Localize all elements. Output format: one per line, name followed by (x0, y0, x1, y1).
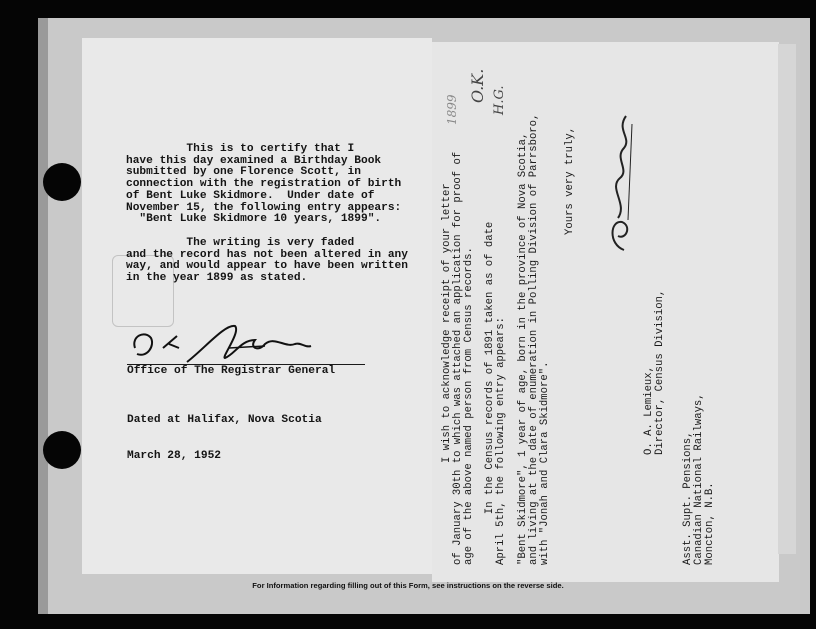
cert-line: way, and would appear to have been written (126, 260, 408, 273)
cert-line: The writing is very faded (126, 236, 355, 249)
addressee-line: Asst. Supt. Pensions, (682, 431, 694, 565)
cert-line: and the record has not been altered in any (126, 248, 408, 261)
letter-line: In the Census records of 1891 taken as of date (484, 221, 496, 565)
dated-block (127, 390, 322, 474)
cert-line: This is to certify that I (126, 143, 355, 155)
sheet-edge (38, 18, 48, 614)
closing: Yours very truly, (564, 126, 576, 235)
cert-line: November 15, the following entry appears: (126, 201, 402, 214)
cert-line: of Bent Luke Skidmore. Under date of (126, 189, 375, 202)
letter-line: I wish to acknowledge receipt of your letter (441, 183, 453, 463)
margin-note-ok: O.K. (468, 68, 487, 103)
margin-note-year: 1899 (445, 94, 459, 125)
signer-title: Director, Census Division, (654, 289, 666, 455)
letter-line: April 5th, the following entry appears: (495, 317, 507, 565)
addressee-line: Canadian National Railways, (693, 393, 705, 565)
office-label: Office of The Registrar General (127, 365, 336, 377)
certificate-text (126, 144, 436, 285)
punch-hole-bottom (43, 431, 81, 469)
margin-note-initials: H.G. (492, 85, 507, 115)
director-signature (598, 108, 644, 258)
registrar-signature (125, 318, 375, 370)
signer-name: O. A. Lemieux, (643, 365, 655, 455)
letter-line: with "Jonah and Clara Skidmore". (539, 361, 551, 565)
dated-place: Dated at Halifax, Nova Scotia (127, 414, 322, 426)
form-footer: For Information regarding filling out of this Form, see instructions on the reverse side. (252, 581, 564, 590)
addressee-line: Moncton, N.B. (704, 482, 716, 565)
cert-line: have this day examined a Birthday Book (126, 154, 382, 167)
letter-line: of January 30th to which was attached an application for proof of (452, 151, 464, 565)
dated-date: March 28, 1952 (127, 450, 221, 462)
cert-line: "Bent Luke Skidmore 10 years, 1899". (126, 213, 382, 226)
cert-line: in the year 1899 as stated. (126, 272, 308, 285)
letter-line: and living at the date of enumeration in Polling Division of Parrsboro, (528, 113, 540, 565)
letter-line: "Bent Skidmore", 1 year of age, born in the province of Nova Scotia, (517, 132, 529, 565)
punch-hole-top (43, 163, 81, 201)
letter-line: age of the above named person from Census records. (463, 247, 475, 565)
cert-line: submitted by one Florence Scott, in (126, 166, 361, 179)
cert-line: connection with the registration of birth (126, 178, 402, 191)
